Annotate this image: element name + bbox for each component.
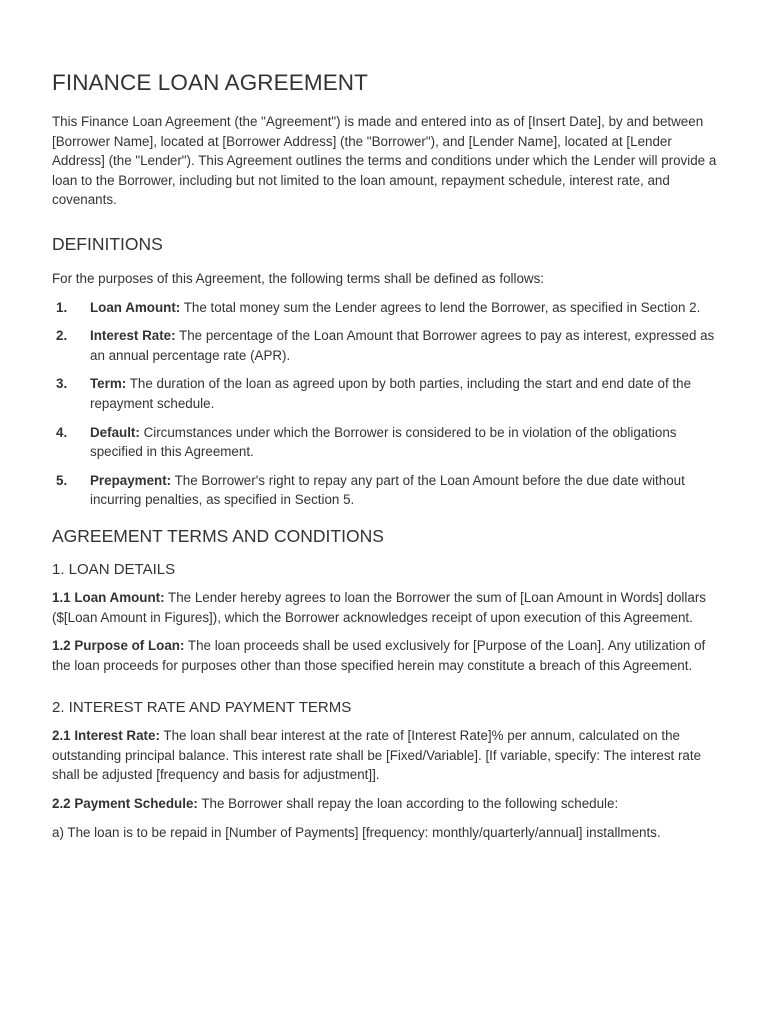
section-2-heading: 2. INTEREST RATE AND PAYMENT TERMS [52,699,352,717]
list-number: 1. [56,299,68,315]
definition-text: The duration of the loan as agreed upon by both parties, including the start and end date of the repayment schedule. [90,376,692,411]
clause-text: The Borrower shall repay the loan according to the following schedule: [197,796,619,812]
list-number: 5. [56,472,68,488]
section-1-heading: 1. LOAN DETAILS [52,560,176,578]
definition-item-prepayment [52,471,720,510]
definitions-heading: DEFINITIONS [52,233,163,254]
definition-item-default [52,423,720,462]
definition-text: Circumstances under which the Borrower is considered to be in violation of the obligations specified in this Agreement. [90,424,677,460]
clause-text: The loan shall bear interest at the rate of [Interest Rate]% per annum, calculated on the outstanding principal balance. This interest rate shall be [Fixed/Variable]. [If variable, specify: The interest rate shall be adjusted [frequency and basis for adjustment]]. [52,728,702,783]
definition-text: The Borrower's right to repay any part of the Loan Amount before the due date without incurring penalties, as specified in Section 5. [90,472,685,508]
clause-label: 1.1 Loan Amount: [52,589,165,605]
clause-label: 2.1 Interest Rate: [52,728,160,744]
definition-term: Term: [90,376,127,392]
definition-term: Interest Rate: [90,328,176,344]
section-2-2-a-paragraph: a) The loan is to be repaid in [Number of Payments] [frequency: monthly/quarterly/annual] installments. [52,824,661,840]
intro-paragraph: This Finance Loan Agreement (the "Agreement") is made and entered into as of [Insert Date], by and between [Borrower Name], located at [Borrower Address] (the "Borrower"), and [Lender Name], located at [Lender Address] (the "Lender"). This Agreement outlines the terms and conditions under which the Lender will provide a loan to the Borrower, including but not limited to the loan amount, repayment schedule, interest rate, and covenants. [52,114,717,208]
document-title: FINANCE LOAN AGREEMENT [52,70,369,95]
definition-text: The total money sum the Lender agrees to lend the Borrower, as specified in Section 2. [180,299,701,315]
definition-item-loan-amount [52,298,720,318]
list-number: 2. [56,328,68,344]
section-2-1-paragraph [52,726,720,785]
definitions-list [52,298,720,510]
list-number: 3. [56,376,68,392]
section-1-2-paragraph [52,636,720,675]
definition-item-term [52,374,720,413]
clause-label: 2.2 Payment Schedule: [52,796,198,812]
terms-heading: AGREEMENT TERMS AND CONDITIONS [52,525,384,546]
clause-text: The Lender hereby agrees to loan the Borrower the sum of [Loan Amount in Words] dollars ($[Loan Amount in Figures]), which the Borrower acknowledges receipt of upon execution of this Agreement. [52,589,706,625]
definition-term: Loan Amount: [90,299,181,315]
clause-text: The loan proceeds shall be used exclusively for [Purpose of the Loan]. Any utilization of the loan proceeds for purposes other than those specified herein may constitute a breach of this Agreement. [52,638,706,673]
clause-label: 1.2 Purpose of Loan: [52,638,185,654]
definition-item-interest-rate [52,326,720,365]
section-1-1-paragraph [52,588,720,627]
definitions-lead: For the purposes of this Agreement, the following terms shall be defined as follows: [52,270,544,286]
definition-term: Prepayment: [90,472,172,488]
list-number: 4. [56,424,68,440]
definition-term: Default: [90,424,140,440]
section-2-2-paragraph [52,794,720,814]
definition-text: The percentage of the Loan Amount that Borrower agrees to pay as interest, expressed as an annual percentage rate (APR). [90,328,715,363]
